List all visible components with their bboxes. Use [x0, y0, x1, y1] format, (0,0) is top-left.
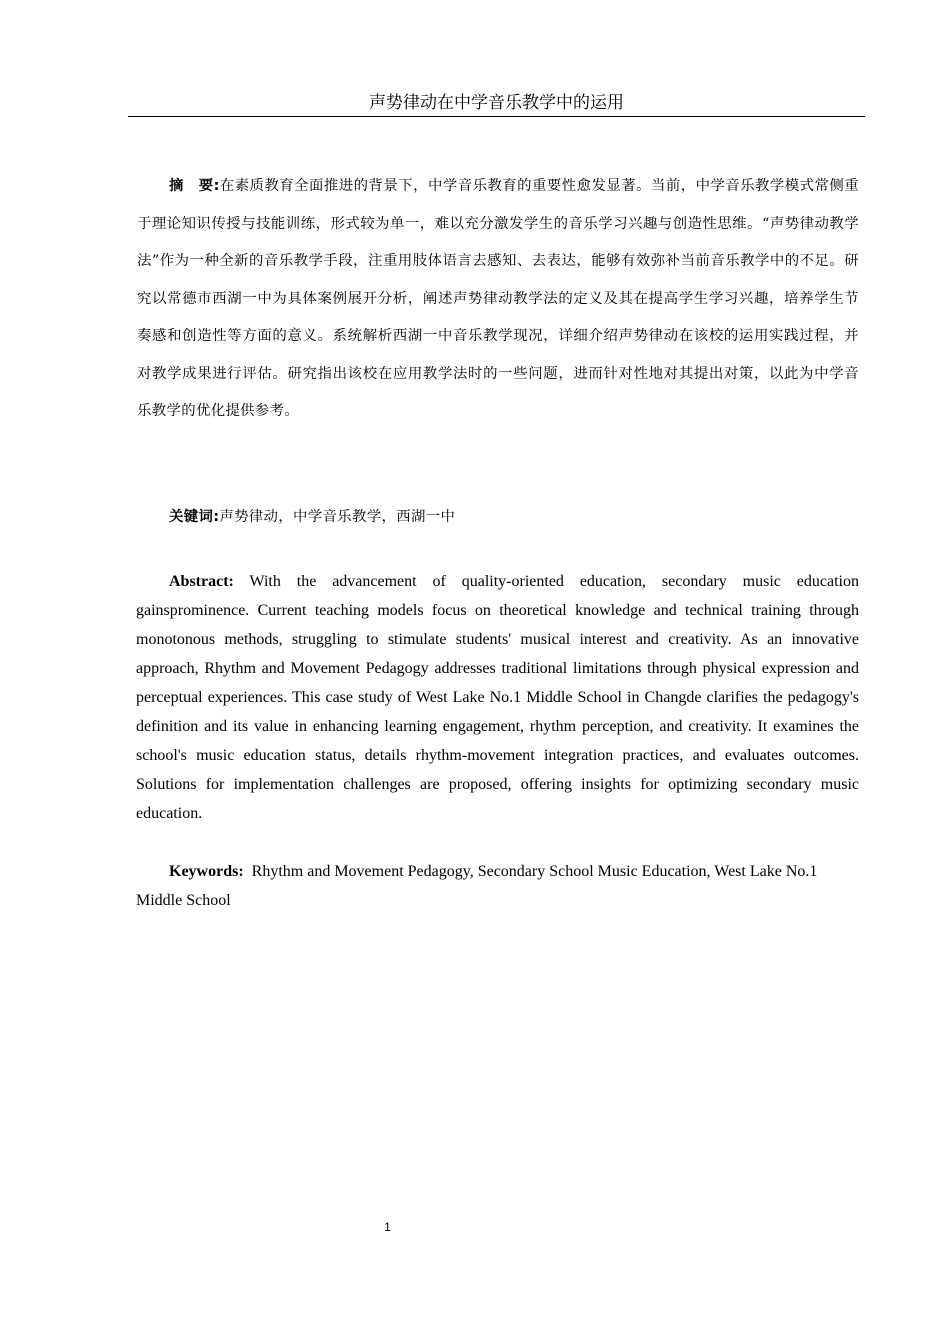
chinese-keywords-text: 声势律动，中学音乐教学，西湖一中 [219, 509, 456, 525]
chinese-abstract-label: 摘 要: [169, 178, 220, 194]
english-keywords [136, 857, 859, 915]
page-number: 1 [384, 1220, 391, 1234]
english-abstract-text: With the advancement of quality-oriented education, secondary music education gainsprominence. Current teaching models focus on theoretical knowledge and technical training through monotonous methods, struggling to stimulate students' musical interest and creativity. As an innovative approach, Rhythm and Movement Pedagogy addresses traditional limitations through physical expression and perceptual experiences. This case study of West Lake No.1 Middle School in Changde clarifies the pedagogy's definition and its value in enhancing learning engagement, rhythm perception, and creativity. It examines the school's music education status, details rhythm-movement integration practices, and evaluates outcomes. Solutions for implementation challenges are proposed, offering insights for optimizing secondary music education. [136, 573, 860, 822]
english-abstract [136, 567, 859, 828]
chinese-keywords-label: 关键词: [169, 509, 220, 525]
chinese-abstract-text: 在素质教育全面推进的背景下，中学音乐教育的重要性愈发显著。当前，中学音乐教学模式常侧重于理论知识传授与技能训练，形式较为单一，难以充分激发学生的音乐学习兴趣与创造性思维。“声势律动教学法”作为一种全新的音乐教学手段，注重用肢体语言去感知、去表达，能够有效弥补当前音乐教学中的不足。研究以常德市西湖一中为具体案例展开分析，阐述声势律动教学法的定义及其在提高学生学习兴趣，培养学生节奏感和创造性等方面的意义。系统解析西湖一中音乐教学现况，详细介绍声势律动在该校的运用实践过程，并对教学成果进行评估。研究指出该校在应用教学法时的一些问题，进而针对性地对其提出对策，以此为中学音乐教学的优化提供参考。 [137, 178, 860, 419]
chinese-abstract [137, 168, 859, 431]
running-header: 声势律动在中学音乐教学中的运用 [128, 90, 865, 117]
english-abstract-label: Abstract: [169, 573, 234, 590]
chinese-keywords [137, 499, 859, 537]
english-keywords-label: Keywords: [169, 863, 244, 880]
english-keywords-text: Rhythm and Movement Pedagogy, Secondary School Music Education, West Lake No.1 Middle School [136, 863, 818, 909]
